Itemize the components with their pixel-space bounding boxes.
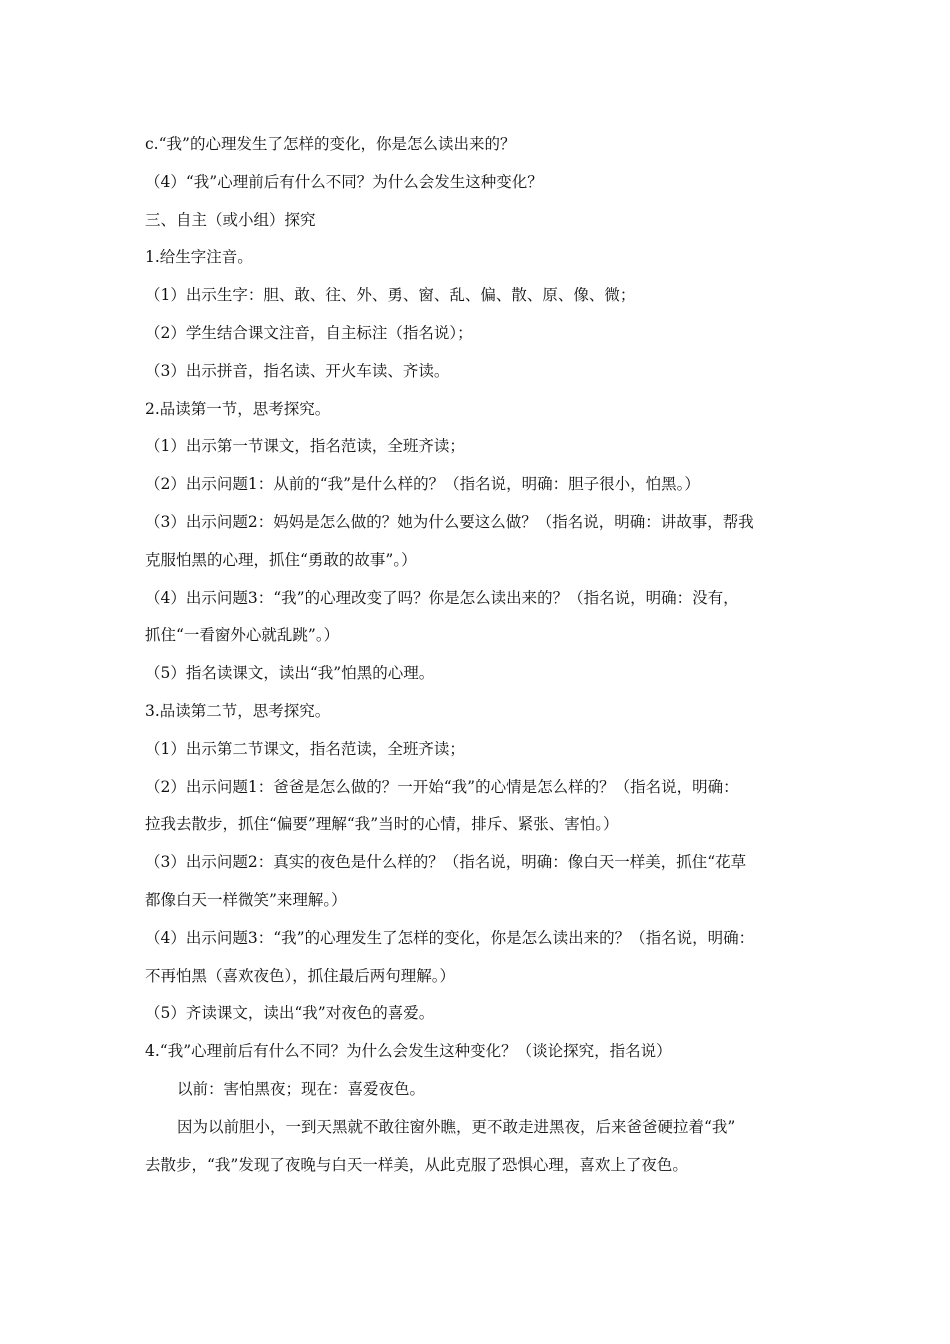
text-line-1: c.“我”的心理发生了怎样的变化，你是怎么读出来的？ <box>145 135 516 153</box>
section-heading: 三、自主（或小组）探究 <box>145 210 316 229</box>
text-line-11: （3）出示问题2：妈妈是怎么做的？她为什么要这么做？（指名说，明确：讲故事，帮我 <box>145 512 754 531</box>
text-line-25: 4.“我”心理前后有什么不同？为什么会发生这种变化？（谈论探究，指名说） <box>145 1042 672 1061</box>
text-line-10: （2）出示问题1：从前的“我”是什么样的？（指名说，明确：胆子很小，怕黑。） <box>145 475 700 494</box>
text-line-7: （3）出示拼音，指名读、开火车读、齐读。 <box>145 361 450 380</box>
text-line-17: （1）出示第二节课文，指名范读，全班齐读； <box>145 739 465 758</box>
text-line-8: 2.品读第一节，思考探究。 <box>145 399 331 418</box>
text-line-12: 克服怕黑的心理，抓住“勇敢的故事”。） <box>145 550 417 569</box>
text-line-14: 抓住“一看窗外心就乱跳”。） <box>145 626 340 645</box>
text-line-4: 1.给生字注音。 <box>145 248 253 267</box>
text-line-27: 因为以前胆小，一到天黑就不敢往窗外瞧，更不敢走进黑夜，后来爸爸硬拉着“我” <box>177 1117 736 1136</box>
text-line-23: 不再怕黑（喜欢夜色），抓住最后两句理解。） <box>145 966 456 985</box>
text-line-16: 3.品读第二节，思考探究。 <box>145 701 331 720</box>
text-line-20: （3）出示问题2：真实的夜色是什么样的？（指名说，明确：像白天一样美，抓住“花草 <box>145 853 747 872</box>
text-line-19: 拉我去散步，抓住“偏要”理解“我”当时的心情，排斥、紧张、害怕。） <box>145 815 619 834</box>
text-line-9: （1）出示第一节课文，指名范读，全班齐读； <box>145 437 465 456</box>
document-body <box>145 126 825 1184</box>
text-line-24: （5）齐读课文，读出“我”对夜色的喜爱。 <box>145 1004 435 1023</box>
text-line-21: 都像白天一样微笑”来理解。） <box>145 890 347 909</box>
text-line-15: （5）指名读课文，读出“我”怕黑的心理。 <box>145 664 435 683</box>
text-line-2: （4）“我”心理前后有什么不同？为什么会发生这种变化？ <box>145 172 543 191</box>
text-line-5: （1）出示生字：胆、敢、往、外、勇、窗、乱、偏、散、原、像、微； <box>145 286 636 305</box>
text-line-28: 去散步，“我”发现了夜晚与白天一样美，从此克服了恐惧心理，喜欢上了夜色。 <box>145 1155 688 1174</box>
text-line-22: （4）出示问题3：“我”的心理发生了怎样的变化，你是怎么读出来的？（指名说，明确： <box>145 928 755 947</box>
text-line-18: （2）出示问题1：爸爸是怎么做的？一开始“我”的心情是怎么样的？（指名说，明确： <box>145 777 739 796</box>
text-line-26: 以前：害怕黑夜；现在：喜爱夜色。 <box>177 1079 426 1098</box>
text-line-13: （4）出示问题3：“我”的心理改变了吗？你是怎么读出来的？（指名说，明确：没有， <box>145 588 739 607</box>
text-line-6: （2）学生结合课文注音，自主标注（指名说）； <box>145 323 473 342</box>
